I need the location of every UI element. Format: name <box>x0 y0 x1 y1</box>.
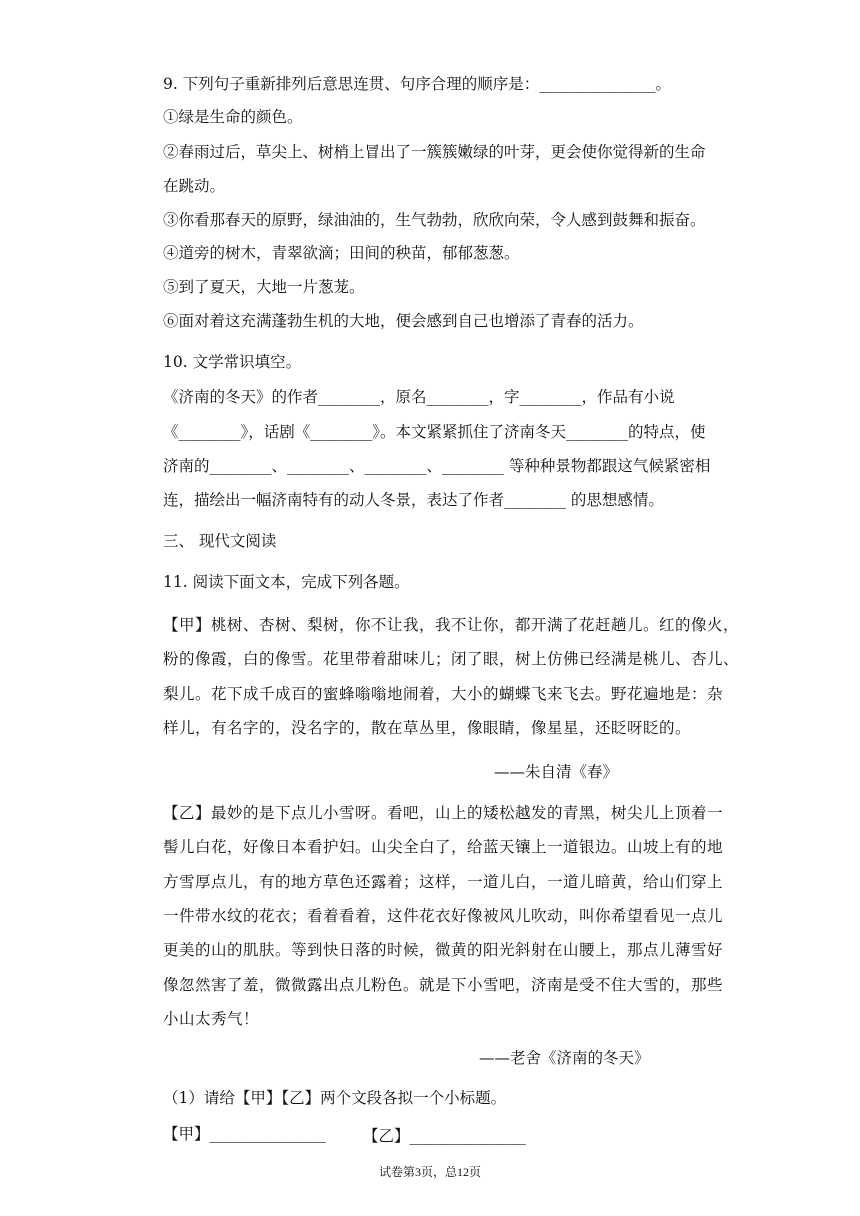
yi-line-6: 像忽然害了羞，微微露出点儿粉色。就是下小雪吧，济南是受不住大雪的，那些 <box>163 976 724 994</box>
q10-line-4: 连，描绘出一幅济南特有的动人冬景，表达了作者________ 的思想感情。 <box>163 491 664 509</box>
q11-stem: 11. 阅读下面文本，完成下列各题。 <box>163 573 410 591</box>
q9-stem: 9. 下列句子重新排列后意思连贯、句序合理的顺序是：_______________。 <box>163 75 671 93</box>
sub1-jia-blank: 【甲】_______________ <box>163 1125 326 1143</box>
jia-line-4: 样儿，有名字的，没名字的，散在草丛里，像眼睛，像星星，还眨呀眨的。 <box>163 719 692 737</box>
q9-sentence-5: ⑤到了夏天，大地一片葱茏。 <box>163 278 365 296</box>
yi-line-3: 方雪厚点儿，有的地方草色还露着；这样，一道儿白，一道儿暗黄，给山们穿上 <box>163 873 724 891</box>
jia-source: ——朱自清《春》 <box>494 763 619 781</box>
q9-sentence-1: ①绿是生命的颜色。 <box>163 108 303 126</box>
q10-line-3: 济南的________、________、________、________ 等种种景物都跟这气候紧密相 <box>163 457 711 475</box>
footer-total-pages: 12 <box>457 1165 469 1179</box>
yi-line-2: 髻儿白花，好像日本看护妇。山尖全白了，给蓝天镶上一道银边。山坡上有的地 <box>163 838 724 856</box>
q10-line-2: 《________》，话剧《________》。本文紧紧抓住了济南冬天________的特点，使 <box>163 423 706 441</box>
sub1-yi-blank: 【乙】_______________ <box>363 1127 526 1145</box>
footer-prefix: 试卷第 <box>378 1165 415 1179</box>
q11-sub1: （1）请给【甲】【乙】两个文段各拟一个小标题。 <box>163 1089 507 1107</box>
jia-line-3: 梨儿。花下成千成百的蜜蜂嗡嗡地闹着，大小的蝴蝶飞来飞去。野花遍地是：杂 <box>163 685 724 703</box>
q9-sentence-4: ④道旁的树木，青翠欲滴；田间的秧苗，郁郁葱葱。 <box>163 244 520 262</box>
yi-line-5: 更美的山的肌肤。等到快日落的时候，微黄的阳光斜射在山腰上，那点儿薄雪好 <box>163 941 724 959</box>
footer-mid: 页，总 <box>420 1165 457 1179</box>
q10-stem: 10. 文学常识填空。 <box>163 353 302 371</box>
jia-line-1: 【甲】桃树、杏树、梨树，你不让我，我不让你，都开满了花赶趟儿。红的像火， <box>163 616 740 634</box>
jia-line-2: 粉的像霞，白的像雪。花里带着甜味儿；闭了眼，树上仿佛已经满是桃儿、杏儿、 <box>163 650 740 668</box>
yi-line-1: 【乙】最妙的是下点儿小雪呀。看吧，山上的矮松越发的青黑，树尖儿上顶着一 <box>163 804 724 822</box>
yi-line-4: 一件带水纹的花衣；看着看着，这件花衣好像被风儿吹动，叫你希望看见一点儿 <box>163 907 724 925</box>
q9-sentence-3: ③你看那春天的原野，绿油油的，生气勃勃，欣欣向荣，令人感到鼓舞和振奋。 <box>163 211 706 229</box>
q10-line-1: 《济南的冬天》的作者________，原名________，字________，作品有小说 <box>163 388 675 406</box>
footer-suffix: 页 <box>469 1165 482 1179</box>
yi-line-7: 小山太秀气！ <box>163 1010 260 1028</box>
q9-sentence-2a: ②春雨过后，草尖上、树梢上冒出了一簇簇嫩绿的叶芽，更会使你觉得新的生命 <box>163 143 706 161</box>
section-heading: 三、 现代文阅读 <box>163 532 277 550</box>
yi-source: ——老舍《济南的冬天》 <box>479 1049 650 1067</box>
footer-page-number: 3 <box>414 1165 421 1179</box>
q9-sentence-2b: 在跳动。 <box>163 177 226 195</box>
q9-sentence-6: ⑥面对着这充满蓬勃生机的大地，便会感到自己也增添了青春的活力。 <box>163 312 644 330</box>
page-footer <box>0 1163 860 1180</box>
